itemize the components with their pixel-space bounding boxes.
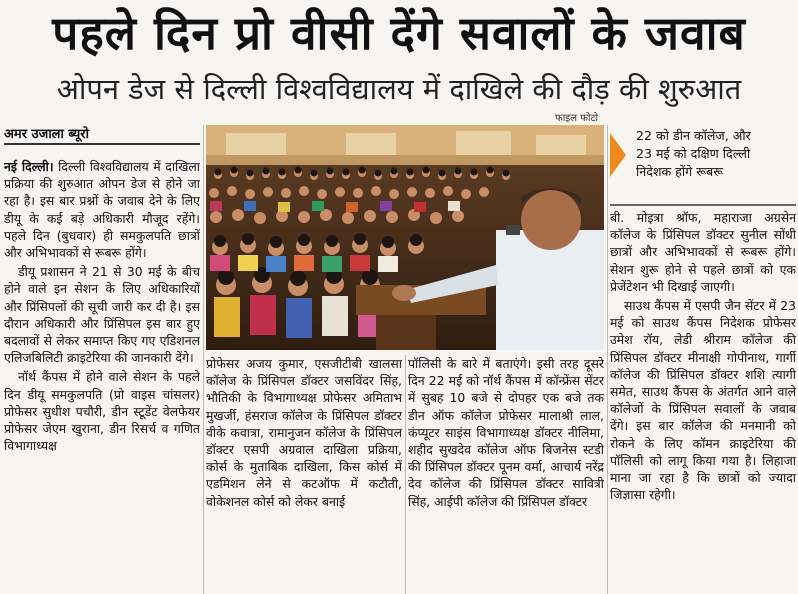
article-paragraph: प्रोफेसर अजय कुमार, एसजीटीबी खालसा कॉलेज के प्रिंसिपल डॉक्टर जसविंदर सिंह, भौतिकी के विभागाध्यक्ष प्रोफेसर अमिताभ मुखर्जी, हंसराज कॉलेज के प्रिंसिपल डॉक्टर वीके कवात्रा, रामानुजन कॉलेज के प्रिंसिपल डॉक्टर एसपी अग्रवाल दाखिला प्रक्रिया, कोर्स के मुताबिक दाखिला, किस कोर्स में एडमिशन लेने से कटऑफ में कटौती, वोकेशनल कोर्स को लेकर बनाई xyxy=(206,356,402,509)
highlight-line-1: 22 को डीन कॉलेज, और xyxy=(636,128,751,143)
highlight-line-3: निदेशक होंगे रूबरू xyxy=(636,164,723,179)
headline: पहले दिन प्रो वीसी देंगे सवालों के जवाब xyxy=(52,6,746,60)
article-paragraph: पॉलिसी के बारे में बताएंगे। इसी तरह दूसरे दिन 22 मई को नॉर्थ कैंपस में कॉन्फ्रेंस सेंटर में सुबह 10 बजे से दोपहर एक बजे तक डीन ऑफ कॉलेज प्रोफेसर मालाश्री लाल, कंप्यूटर साइंस विभागाध्यक्ष डॉक्टर नीलिमा, शहीद सुखदेव कॉलेज ऑफ बिजनेस स्टडी की प्रिंसिपल डॉक्टर पूनम वर्मा, आचार्य नरेंद्र देव कॉलेज की प्रिंसिपल डॉक्टर सावित्री सिंह, आईपी कॉलेज की प्रिंसिपल डॉक्टर xyxy=(408,356,604,509)
photo-credit: फाइल फोटो xyxy=(555,113,599,124)
subheadline: ओपन डेज से दिल्ली विश्वविद्यालय में दाखिले की दौड़ की शुरुआत xyxy=(56,72,742,106)
article-column-4 xyxy=(610,209,796,594)
highlight-text xyxy=(636,127,796,181)
column-divider xyxy=(203,125,204,594)
dateline: नई दिल्ली। xyxy=(4,159,54,174)
article-paragraph: बी. मोइत्रा श्रॉफ, महाराजा अग्रसेन कॉलेज के प्रिंसिपल डॉक्टर सुनील सोंधी छात्रों और अभिभावकों से रूबरू होंगे। सेशन शुरू होने से पहले छात्रों को एक प्रेजेंटेशन भी दिखाई जाएगी। xyxy=(610,210,796,294)
article-paragraph xyxy=(4,158,200,261)
highlight-rule xyxy=(610,204,796,206)
column-divider xyxy=(607,125,608,594)
seminar-photo-illustration xyxy=(206,125,604,350)
highlight-box xyxy=(610,125,796,201)
article-paragraph: नॉर्थ कैंपस में होने वाले सेशन के पहले दिन डीयू समकुलपति (प्रो वाइस चांसलर) प्रोफेसर सुधीश पचौरी, डीन स्टूडेंट वेलफेयर प्रोफेसर जेएम खुराना, डीन रिसर्च व गणित विभागाध्यक्ष xyxy=(4,369,200,454)
article-paragraph: डीयू प्रशासन ने 21 से 30 मई के बीच होने वाले इन सेशन के लिए अधिकारियों और प्रिंसिपलों की सूची जारी कर दी है। इस दौरान अधिकारी और प्रिंसिपल इस बार हुए बदलावों से लेकर समाप्त किए गए एडिशनल एलिजबिलिटी क्राइटेरिया की जानकारी देंगे। xyxy=(4,264,200,366)
lead-text: दिल्ली विश्वविद्यालय में दाखिला प्रक्रिया की शुरुआत ओपन डेज से होने जा रहा है। इस बार प्रश्नों के जवाब देने के लिए डीयू के कई बड़े अधिकारी मौजूद रहेंगे। पहले दिन (बुधवार) ही समकुलपति छात्रों और अभिभावकों से रूबरू होंगे। xyxy=(4,159,200,261)
article-paragraph: साउथ कैंपस में एसपी जैन सेंटर में 23 मई को साउथ कैंपस निदेशक प्रोफेसर उमेश रॉय, लेडी श्रीराम कॉलेज की प्रिंसिपल डॉक्टर मीनाक्षी गोपीनाथ, गार्गी कॉलेज की प्रिंसिपल डॉक्टर शशि त्यागी समेत, साउथ कैंपस के अंतर्गत आने वाले कॉलेजों के प्रिंसिपल सवालों के जवाब देंगे। इस बार कॉलेज की मनमानी को रोकने के लिए कॉमन क्राइटेरिया की पॉलिसी को लागू किया गया है। लिहाजा माना जा रहा है कि छात्रों को ज्यादा जिज्ञासा रहेगी। xyxy=(610,298,796,503)
article-column-3 xyxy=(408,355,604,594)
column-divider xyxy=(405,355,406,594)
article-column-1 xyxy=(4,158,200,594)
news-photo xyxy=(206,125,604,350)
highlight-line-2: 23 मई को दक्षिण दिल्ली xyxy=(636,146,751,161)
highlight-arrow-icon xyxy=(610,133,626,177)
article-column-2 xyxy=(206,355,402,594)
byline: अमर उजाला ब्यूरो xyxy=(4,127,89,142)
byline-rule xyxy=(4,143,200,145)
